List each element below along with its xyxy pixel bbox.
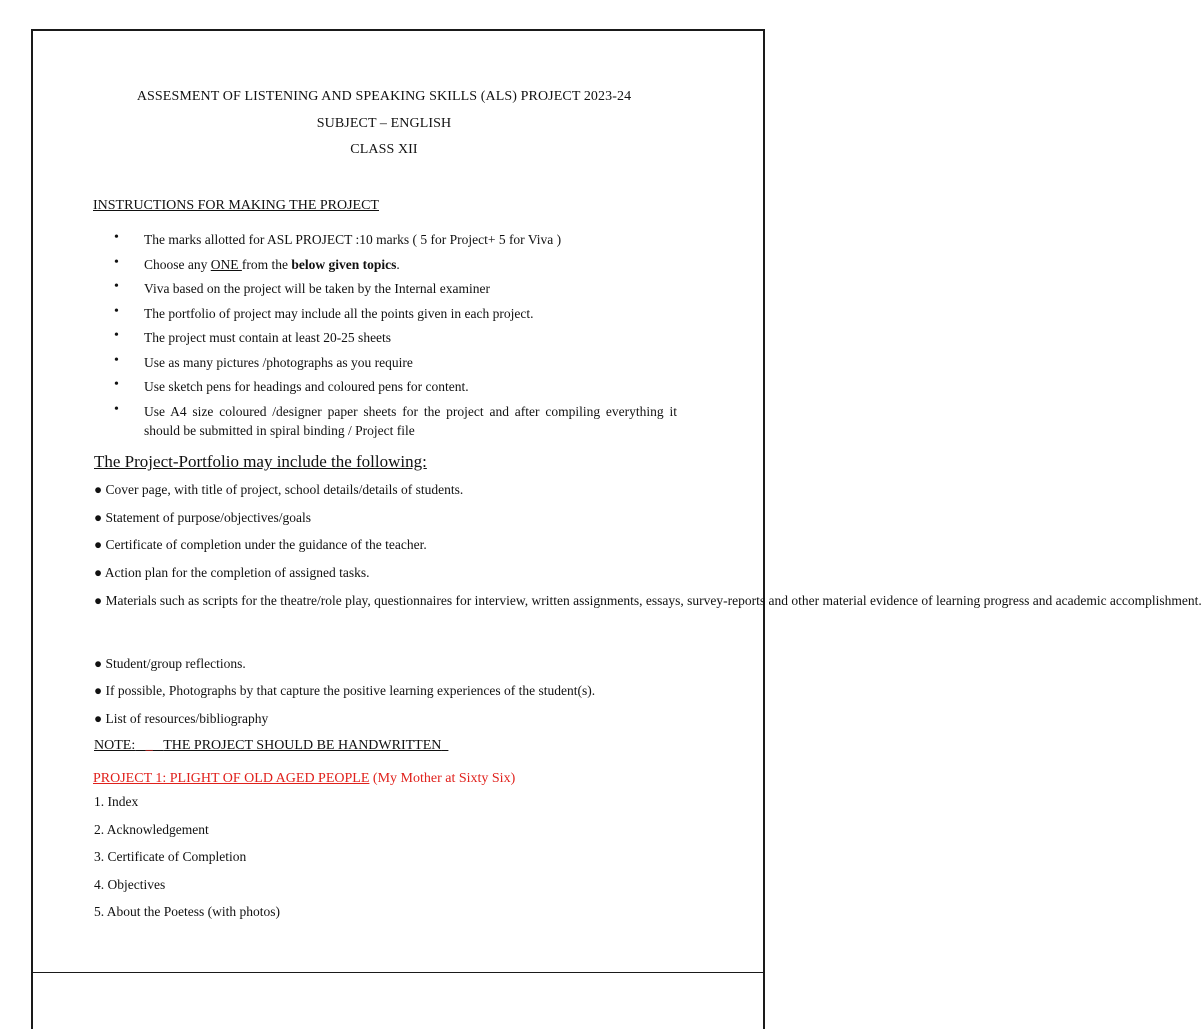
project-step: 2. Acknowledgement: [94, 822, 209, 837]
note-spacer: _: [145, 738, 153, 753]
instruction-item: • Choose any ONE from the below given topics.: [114, 254, 400, 272]
portfolio-item: ● Action plan for the completion of assigned tasks.: [94, 565, 370, 580]
portfolio-item: ● Statement of purpose/objectives/goals: [94, 510, 311, 525]
instruction-item: • The project must contain at least 20-25 sheets: [114, 328, 392, 345]
bullet-icon: •: [114, 303, 119, 319]
project-step: 1. Index: [94, 794, 139, 809]
bullet-icon: •: [114, 377, 119, 392]
bullet-icon: •: [114, 328, 119, 343]
project-step: 5. About the Poetess (with photos): [94, 904, 280, 919]
project-1-subtitle: (My Mother at Sixty Six): [372, 771, 516, 786]
instructions-list: [112, 230, 677, 445]
instructions-heading: INSTRUCTIONS FOR MAKING THE PROJECT: [93, 198, 379, 213]
bullet-icon: •: [114, 254, 119, 270]
note-label: NOTE:: [94, 738, 136, 753]
project-1-title: PROJECT 1: PLIGHT OF OLD AGED PEOPLE: [93, 771, 370, 786]
class-line: CLASS XII: [350, 142, 418, 157]
portfolio-heading: The Project-Portfolio may include the following:: [94, 452, 427, 471]
document-title: ASSESMENT OF LISTENING AND SPEAKING SKILLS (ALS) PROJECT 2023-24: [136, 89, 632, 104]
project-step: 3. Certificate of Completion: [94, 849, 247, 864]
bullet-icon: •: [114, 279, 119, 294]
bullet-icon: •: [114, 230, 119, 245]
portfolio-item: ● Cover page, with title of project, school details/details of students.: [94, 482, 464, 497]
portfolio-item: ● If possible, Photographs by that capture the positive learning experiences of the student(s).: [94, 683, 596, 698]
instruction-item: • Use as many pictures /photographs as you require: [114, 352, 413, 370]
instruction-item: • Viva based on the project will be taken by the Internal examiner: [114, 279, 490, 296]
instruction-item: • The marks allotted for ASL PROJECT :10 marks ( 5 for Project+ 5 for Viva ): [114, 230, 562, 247]
bullet-icon: •: [114, 352, 119, 368]
instruction-item: • The portfolio of project may include all the points given in each project.: [114, 303, 534, 321]
project-step: 4. Objectives: [94, 877, 166, 892]
instruction-item: • Use A4 size coloured /designer paper sheets for the project and after compiling everything it should be submitted in spiral binding / Project file: [114, 401, 677, 438]
emphasis-one: ONE: [210, 256, 242, 272]
page-bottom-rule: [31, 972, 765, 973]
portfolio-item: ● Materials such as scripts for the theatre/role play, questionnaires for interview, written assignments, essays, survey-reports and other material evidence of learning progress and academic accomplishment.: [94, 593, 1202, 608]
portfolio-item: ● List of resources/bibliography: [94, 711, 269, 726]
bullet-icon: •: [114, 401, 119, 417]
note-text: THE PROJECT SHOULD BE HANDWRITTEN: [163, 738, 442, 753]
note-line: [94, 738, 448, 754]
emphasis-topics: below given topics: [291, 256, 397, 272]
project-1-heading: [93, 771, 515, 787]
portfolio-item: ● Student/group reflections.: [94, 656, 246, 671]
subject-line: SUBJECT – ENGLISH: [316, 116, 452, 131]
instruction-item: • Use sketch pens for headings and coloured pens for content.: [114, 377, 469, 394]
portfolio-item: ● Certificate of completion under the guidance of the teacher.: [94, 537, 427, 552]
